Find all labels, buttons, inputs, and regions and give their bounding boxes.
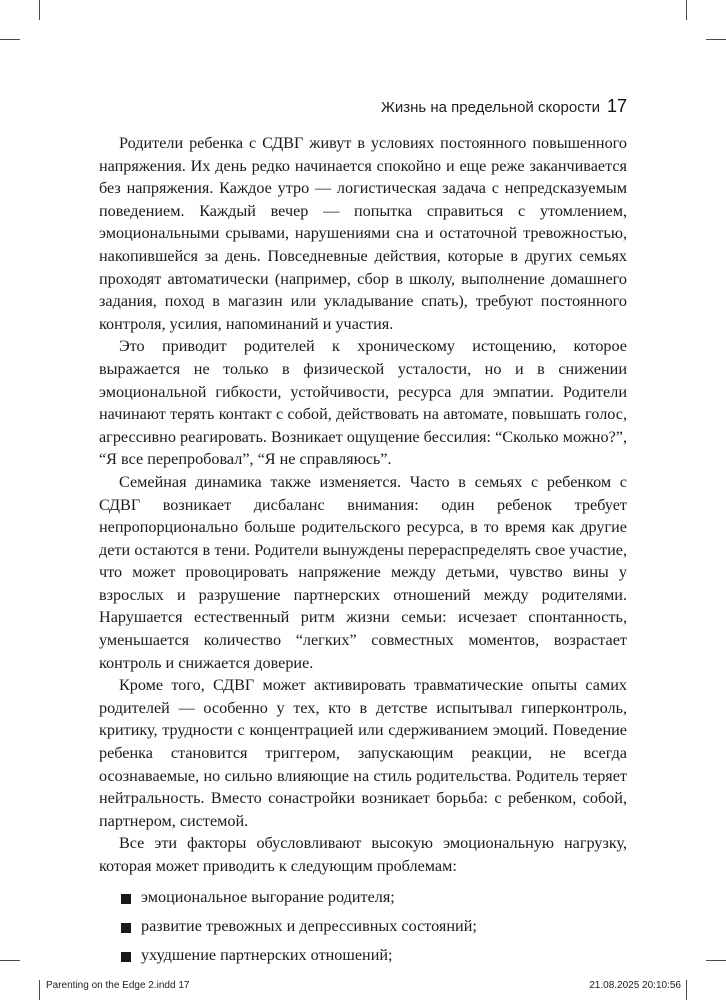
bullet-list	[99, 886, 627, 967]
crop-mark	[39, 980, 40, 1000]
crop-mark	[686, 980, 687, 1000]
square-bullet-icon	[121, 952, 131, 962]
crop-mark	[706, 960, 726, 961]
crop-mark	[0, 960, 20, 961]
list-item	[99, 886, 627, 909]
list-item-text: эмоциональное выгорание родителя;	[141, 887, 395, 906]
list-item	[99, 915, 627, 938]
paragraph: Все эти факторы обусловливают высокую эмоциональную нагрузку, которая может приводить к следующим проблемам:	[99, 834, 627, 875]
running-title: Жизнь на предельной скорости	[381, 99, 600, 116]
square-bullet-icon	[121, 894, 131, 904]
list-item-text: ухудшение партнерских отношений;	[141, 945, 393, 964]
slug-timestamp: 21.08.2025 20:10:56	[589, 980, 681, 991]
square-bullet-icon	[121, 923, 131, 933]
slug-file-info: Parenting on the Edge 2.indd 17	[46, 980, 190, 991]
list-item-text: развитие тревожных и депрессивных состояний;	[141, 916, 477, 935]
paragraph: Родители ребенка с СДВГ живут в условиях постоянного повышенного напряжения. Их день редко начинается спокойно и еще реже заканчивается без напряжения. Каждое утро — логистическая задача с непредсказуемым поведением. Каждый вечер — попытка справиться с утомлением, эмоциональными срывами, нарушениями сна и остаточной тревожностью, накопившейся за день. Повседневные действия, которые в других семьях проходят автоматически (например, сбор в школу, выполнение домашнего задания, поход в магазин или укладывание спать), требуют постоянного контроля, усилия, напоминаний и участия.	[99, 134, 627, 333]
list-item	[99, 944, 627, 967]
paragraph: Кроме того, СДВГ может активировать травматические опыты самих родителей — особенно у тех, кто в детстве испытывал гиперконтроль, критику, трудности с концентрацией или сдерживанием эмоций. Поведение ребенка становится триггером, запускающим реакции, не всегда осознаваемые, но сильно влияющие на стиль родительства. Родитель теряет нейтральность. Вместо сонастройки возникает борьба: с ребенком, собой, партнером, системой.	[99, 676, 627, 830]
page-body	[99, 132, 627, 973]
page-number: 17	[606, 96, 627, 116]
crop-mark	[686, 0, 687, 20]
crop-mark	[39, 0, 40, 20]
crop-mark	[0, 39, 20, 40]
paragraph: Это приводит родителей к хроническому истощению, которое выражается не только в физической усталости, но и в снижении эмоциональной гибкости, устойчивости, ресурса для эмпатии. Родители начинают терять контакт с собой, действовать на автомате, повышать голос, агрессивно реагировать. Возникает ощущение бессилия: “Сколько можно?”, “Я все перепробовал”, “Я не справляюсь”.	[99, 337, 627, 469]
paragraph: Семейная динамика также изменяется. Часто в семьях с ребенком с СДВГ возникает дисбаланс внимания: один ребенок требует непропорционально больше родительского ресурса, в то время как другие дети остаются в тени. Родители вынуждены перераспределять свое участие, что может провоцировать напряжение между детьми, чувство вины у взрослых и разрушение партнерских отношений между родителями. Нарушается естественный ритм жизни семьи: исчезает спонтанность, уменьшается количество “легких” совместных моментов, возрастает контроль и снижается доверие.	[99, 472, 627, 672]
crop-mark	[706, 39, 726, 40]
